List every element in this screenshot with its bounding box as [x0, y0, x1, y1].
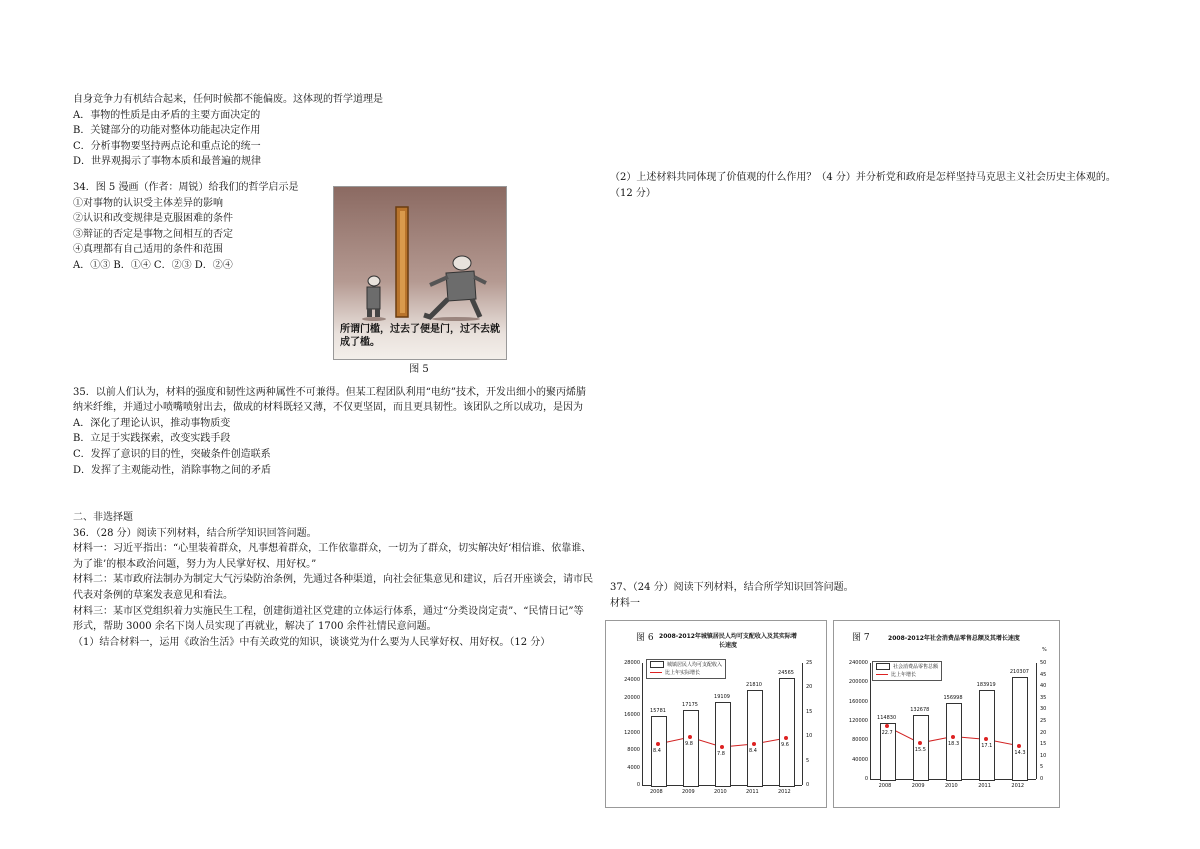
chart7-y2tick: 40 — [1040, 683, 1047, 690]
q35-stem: 35．以前人们认为，材料的强度和韧性这两种属性不可兼得。但某工程团队利用“电纺”技术，开发出细小的聚丙烯腈纳米纤维，并通过小喷嘴喷射出去，做成的材料既轻又薄，不仅更坚固，而且更具韧性。该团队之所以成功，是因为 — [73, 386, 586, 414]
chart6-bar-value: 15781 — [650, 708, 666, 715]
chart6-y2tick: 25 — [806, 660, 813, 666]
q34-item-2: ②认识和改变规律是克服困难的条件 — [73, 213, 233, 225]
chart7-ytick: 80000 — [852, 737, 868, 744]
chart6-line-point — [752, 742, 756, 746]
chart7-y2tick: 50 — [1040, 660, 1047, 666]
chart7-y2tick: 25 — [1040, 718, 1047, 724]
q34-stem: 34．图 5 漫画（作者：周锐）给我们的哲学启示是 — [73, 181, 299, 193]
chart7-legend-bar — [876, 663, 938, 671]
chart6-ytick: 12000 — [624, 729, 640, 736]
chart7-y2tick: 0 — [1040, 776, 1044, 782]
chart6-title: 2008-2012年城镇居民人均可支配收入及其实际增长速度 — [659, 633, 797, 649]
q33-option-a: A．事物的性质是由矛盾的主要方面决定的 — [73, 109, 261, 121]
chart7-bar — [1012, 677, 1028, 781]
chart6-fig-label: 图 6 — [636, 633, 654, 643]
chart6-bar-value: 24565 — [778, 669, 794, 676]
chart7-legend-line-label: 比上年增长 — [891, 672, 917, 678]
q34-answers: A．①③ B．①④ C．②③ D．②④ — [73, 259, 233, 271]
q37-stem: 37、（24 分）阅读下列材料，结合所学知识回答问题。 — [610, 582, 854, 593]
chart7-xtick: 2009 — [911, 783, 925, 789]
chart6-bar-value: 19109 — [714, 693, 730, 700]
chart7-ytick: 40000 — [852, 756, 868, 763]
chart7-bar-value: 132678 — [910, 706, 930, 713]
chart6-y-axis — [642, 663, 643, 785]
chart6-y2tick: 5 — [806, 757, 810, 764]
chart6-legend-line-label: 比上年实际增长 — [665, 670, 701, 676]
chart7-y2tick: 5 — [1040, 764, 1044, 771]
chart6-bar — [779, 678, 794, 787]
chart6-bar — [683, 710, 698, 787]
chart7-line-value: 18.3 — [948, 740, 960, 747]
chart6-ytick: 0 — [636, 782, 640, 788]
cartoon-figure — [333, 186, 507, 360]
chart6-line-value: 8.4 — [749, 748, 757, 754]
chart7-fig-label: 图 7 — [852, 633, 870, 643]
q36-material-3: 材料三：某市区党组织着力实施民生工程，创建街道社区党建的立体运行体系，通过“分类设岗定责”、“民情日记”等形式，帮助 3000 余名下岗人员实现了再就业，解决了 1700 余件社情民意问题。 — [73, 605, 584, 633]
chart7-title: 2008-2012年社会消费品零售总额及其增长速度 — [888, 635, 1020, 642]
chart6-ytick: 28000 — [624, 660, 640, 666]
right-column — [610, 170, 1130, 201]
chart7-y2-unit: % — [1042, 647, 1047, 653]
q34-item-4: ④真理都有自己适用的条件和范围 — [73, 244, 223, 256]
q36-material-1: 材料一：习近平指出：“心里装着群众，凡事想着群众，工作依靠群众，一切为了群众，切实解决好‘相信谁、依靠谁、为了谁’的根本政治问题，努力为人民掌好权、用好权。” — [73, 543, 592, 570]
q37-block — [610, 580, 1130, 611]
chart7-line-point — [951, 735, 955, 739]
chart6-y2tick: 0 — [806, 782, 810, 788]
chart6-xtick: 2011 — [746, 789, 759, 795]
chart7-bar-value: 114830 — [877, 715, 897, 722]
chart7-legend-line — [876, 671, 938, 679]
q33-option-c: C．分析事物要坚持两点论和重点论的统一 — [73, 140, 261, 152]
chart7-ytick: 160000 — [848, 698, 868, 705]
chart7-xtick: 2012 — [1011, 783, 1025, 789]
chart7-y2tick: 35 — [1040, 694, 1047, 701]
chart7-y2-axis — [1036, 663, 1037, 779]
figure-5-label: 图 5 — [409, 364, 429, 375]
q34-item-3: ③辩证的否定是事物之间相互的否定 — [73, 228, 233, 240]
chart7-y2tick: 30 — [1040, 706, 1047, 713]
chart7-ytick: 0 — [864, 776, 868, 782]
chart-figure-6 — [605, 620, 827, 808]
q36-sub-1: （1）结合材料一，运用《政治生活》中有关政党的知识，谈谈党为什么要为人民掌好权、用好权。（12 分） — [73, 636, 551, 648]
chart6-legend-line — [650, 669, 722, 677]
chart7-xtick: 2008 — [878, 783, 892, 789]
chart6-line-value: 9.8 — [685, 741, 693, 748]
q35-option-a: A．深化了理论认识，推动事物质变 — [73, 417, 231, 429]
chart7-y2tick: 45 — [1040, 671, 1047, 678]
chart7-xtick: 2010 — [945, 783, 958, 789]
chart7-bar-value: 183919 — [976, 682, 996, 689]
chart7-ytick: 120000 — [848, 718, 868, 724]
q36-material-2: 材料二：某市政府法制办为制定大气污染防治条例，先通过各种渠道，向社会征集意见和建议，后召开座谈会，请市民代表对条例的草案发表意见和看法。 — [73, 574, 593, 602]
chart6-xtick: 2008 — [650, 789, 663, 795]
chart7-line-value: 14.3 — [1014, 749, 1026, 756]
q33-stem-tail: 自身竞争力有机结合起来，任何时候都不能偏废。这体现的哲学道理是 — [73, 94, 383, 105]
q33-option-d: D．世界观揭示了事物本质和最普遍的规律 — [73, 156, 262, 168]
chart7-y2tick: 20 — [1040, 729, 1047, 736]
chart6-ytick: 24000 — [624, 677, 640, 684]
chart7-line-value: 15.5 — [914, 747, 926, 754]
chart7-ytick: 240000 — [848, 660, 868, 666]
chart-figure-7 — [833, 620, 1060, 808]
chart6-xtick: 2009 — [682, 789, 695, 795]
chart6-y2tick: 10 — [806, 733, 813, 740]
chart6-ytick: 8000 — [627, 747, 640, 754]
chart6-y2-axis — [802, 663, 803, 785]
chart7-xtick: 2011 — [978, 783, 991, 789]
chart6-line-value: 9.6 — [781, 742, 789, 749]
chart6-line-point — [656, 742, 660, 746]
q35-option-c: C．发挥了意识的目的性，突破条件创造联系 — [73, 448, 271, 460]
chart6-line-point — [720, 745, 724, 749]
chart7-bar-value: 156998 — [943, 695, 963, 702]
chart6-legend-bar — [650, 661, 722, 669]
chart6-bar-value: 21810 — [746, 681, 762, 688]
chart7-y2tick: 15 — [1040, 741, 1047, 748]
chart7-bar-value: 210307 — [1009, 669, 1029, 676]
chart7-line-point — [918, 741, 922, 745]
q36-sub-2: （2）上述材料共同体现了价值观的什么作用？（4 分）并分析党和政府是怎样坚持马克思主义社会历史主体观的。（12 分） — [610, 172, 1116, 199]
cartoon-caption: 所谓门槛，过去了便是门，过不去就成了槛。 — [340, 324, 500, 348]
chart7-legend — [872, 661, 942, 681]
chart7-line-point — [885, 724, 889, 728]
chart6-y2tick: 15 — [806, 708, 813, 715]
chart6-xtick: 2012 — [778, 789, 791, 795]
q35-option-b: B．立足于实践探索，改变实践手段 — [73, 433, 231, 445]
chart6-line-value: 8.4 — [653, 748, 661, 754]
chart6-line-value: 7.8 — [717, 750, 725, 757]
chart6-ytick: 4000 — [627, 764, 640, 771]
chart7-legend-bar-label: 社会消费品零售总额 — [893, 664, 939, 670]
chart6-ytick: 20000 — [624, 694, 640, 701]
chart7-y2tick: 10 — [1040, 752, 1047, 759]
chart7-line-value: 22.7 — [881, 730, 893, 737]
section-heading: 二、非选择题 — [73, 512, 133, 524]
q36-stem: 36．（28 分）阅读下列材料，结合所学知识回答问题。 — [73, 527, 317, 539]
q35-option-d: D．发挥了主观能动性，消除事物之间的矛盾 — [73, 464, 272, 476]
chart7-line-value: 17.1 — [981, 743, 993, 750]
chart7-ytick: 200000 — [848, 679, 868, 686]
chart7-bar — [979, 690, 995, 781]
q33-option-b: B．关键部分的功能对整体功能起决定作用 — [73, 125, 261, 137]
chart6-ytick: 16000 — [624, 712, 640, 719]
chart6-y2tick: 20 — [806, 684, 813, 691]
q34-item-1: ①对事物的认识受主体差异的影响 — [73, 197, 223, 209]
q37-material-1: 材料一 — [610, 597, 640, 609]
chart6-bar — [747, 690, 762, 787]
chart6-xtick: 2010 — [714, 789, 727, 795]
chart6-bar-value: 17175 — [682, 702, 698, 709]
chart6-legend — [646, 659, 726, 679]
chart6-legend-bar-label: 城镇居民人均可支配收入 — [667, 662, 723, 668]
